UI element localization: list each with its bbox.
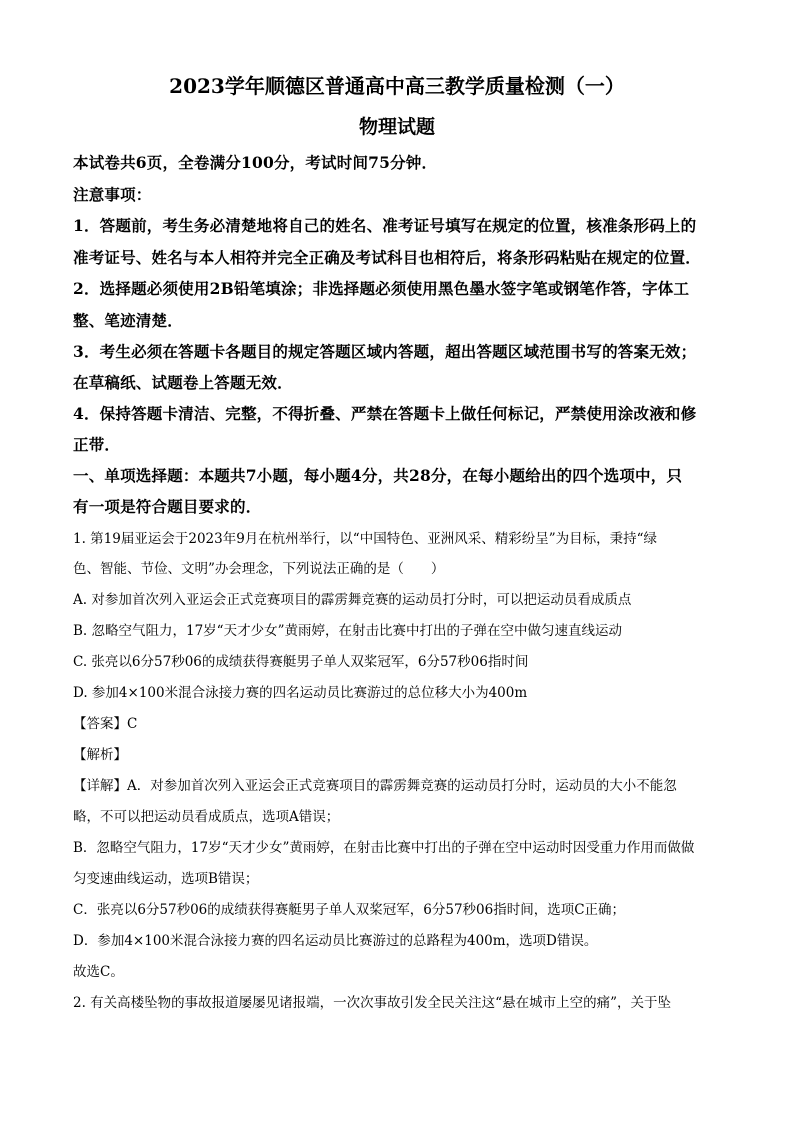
answer-label: 【答案】C [73, 716, 138, 732]
conclusion-line: 故选C。 [73, 964, 124, 980]
exam-intro: 本试卷共6页，全卷满分100分，考试时间75分钟． [73, 153, 438, 172]
option-a: A. 对参加首次列入亚运会正式竞赛项目的霹雳舞竞赛的运动员打分时，可以把运动员看成质点 [73, 592, 632, 608]
notice-line: 2．选择题必须使用2B铅笔填涂；非选择题必须使用黑色墨水签字笔或钢笔作答，字体工 [73, 279, 690, 298]
option-b: B. 忽略空气阻力，17岁“天才少女”黄雨婷，在射击比赛中打出的子弹在空中做匀速直线运动 [73, 623, 622, 639]
notice-line: 4．保持答题卡清洁、完整，不得折叠、严禁在答题卡上做任何标记，严禁使用涂改液和修 [73, 404, 697, 423]
notice-line: 1．答题前，考生务必清楚地将自己的姓名、准考证号填写在规定的位置，核准条形码上的 [73, 216, 697, 235]
explanation-line: B．忽略空气阻力，17岁“天才少女”黄雨婷，在射击比赛中打出的子弹在空中运动时因受重力作用而做做 [73, 840, 695, 856]
explanation-line: D．参加4×100米混合泳接力赛的四名运动员比赛游过的总路程为400m，选项D错误。 [73, 933, 598, 949]
section-heading: 一、单项选择题：本题共7小题，每小题4分，共28分，在每小题给出的四个选项中，只 [73, 466, 683, 485]
notice-line: 整、笔迹清楚． [73, 311, 183, 330]
option-d: D. 参加4×100米混合泳接力赛的四名运动员比赛游过的总位移大小为400m [73, 685, 528, 701]
page-subtitle: 物理试题 [358, 116, 435, 138]
notice-line: 正带． [73, 435, 121, 454]
analysis-label: 【解析】 [73, 747, 127, 763]
notice-line: 在草稿纸、试题卷上答题无效． [73, 373, 293, 392]
notice-line: 3．考生必须在答题卡各题目的规定答题区域内答题，超出答题区域范围书写的答案无效； [73, 342, 697, 361]
explanation-line: 【详解】A．对参加首次列入亚运会正式竞赛项目的霹雳舞竞赛的运动员打分时，运动员的大小不能忽 [73, 778, 677, 794]
explanation-line: C．张亮以6分57秒06的成绩获得赛艇男子单人双桨冠军，6分57秒06指时间，选项C正确； [73, 902, 626, 918]
question-2-stem: 2. 有关高楼坠物的事故报道屡屡见诸报端，一次次事故引发全民关注这“悬在城市上空的痛”，关于坠 [73, 995, 671, 1011]
notice-line: 准考证号、姓名与本人相符并完全正确及考试科目也相符后，将条形码粘贴在规定的位置． [73, 248, 702, 267]
section-heading-cont: 有一项是符合题目要求的． [73, 497, 262, 516]
question-1-stem-cont: 色、智能、节俭、文明”办会理念，下列说法正确的是（ ） [73, 561, 445, 577]
page-title: 2023学年顺德区普通高中高三教学质量检测（一） [169, 74, 625, 98]
question-1-stem: 1. 第19届亚运会于2023年9月在杭州举行，以“中国特色、亚洲风采、精彩纷呈”为目标，秉持“绿 [73, 531, 657, 547]
explanation-line: 匀变速曲线运动，选项B错误； [73, 871, 259, 887]
notice-heading: 注意事项： [73, 185, 152, 204]
explanation-line: 略，不可以把运动员看成质点，选项A错误； [73, 809, 340, 825]
option-c: C. 张亮以6分57秒06的成绩获得赛艇男子单人双桨冠军，6分57秒06指时间 [73, 654, 529, 670]
